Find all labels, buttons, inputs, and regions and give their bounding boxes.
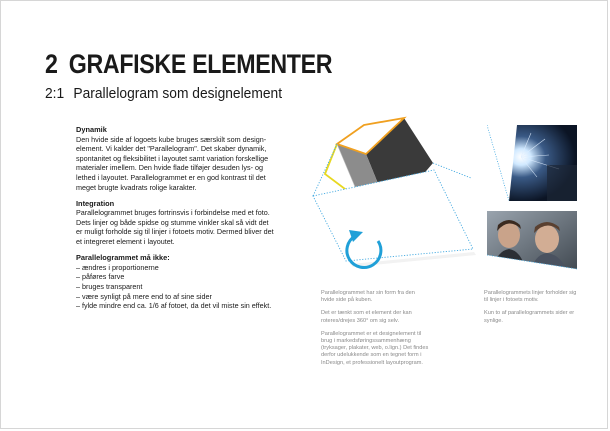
caption-right — [484, 290, 579, 331]
photo-people — [487, 211, 577, 277]
rules-list-item: – bruges transparent — [76, 281, 143, 291]
rules-list-item: – fylde mindre end ca. 1/6 af fotoet, da det vil miste sin effekt. — [76, 301, 272, 311]
body-text-column — [76, 125, 276, 311]
rules-list — [76, 263, 276, 311]
caption-paragraph: Kun to af parallelogrammets sider er synlige. — [484, 310, 575, 324]
cube-illustration — [291, 106, 491, 296]
chapter-number: 2 — [45, 49, 58, 79]
caption-paragraph: Parallelogrammet har sin form fra den hvide side på kuben. — [321, 290, 415, 304]
rules-list-item: – ændres i proportionerne — [76, 262, 159, 272]
caption-middle — [321, 290, 429, 373]
dotted-guide-line — [433, 163, 471, 178]
heading-integration: Integration — [76, 198, 115, 208]
section-number: 2:1 — [45, 85, 65, 102]
rules-list-item: – være synligt på mere end to af sine sider — [76, 291, 212, 301]
paragraph-dynamik: Den hvide side af logoets kube bruges særskilt som designelement. Vi kalder det "Parallelogram". Det skaber dynamik, spontanitet og fleksibilitet i layoutet samt variation forskellige materialer imellem. Den hvide flade tilføjer desuden lys- og lethed i layoutet. Parallelogrammet er en god kontrast til det meget brugte kvadrats rolige karakter. — [76, 134, 269, 192]
section-title — [45, 85, 282, 102]
caption-paragraph: Parallelogrammet er et designelement til brug i markedsføringssammenhæng (tryksager, plakater, web, o.lign.) Det findes derfor udelukkende som en tegnet form i InDesign, et professionelt layoutprogram. — [321, 330, 429, 366]
photo-welding — [487, 125, 577, 201]
heading-dynamik: Dynamik — [76, 125, 107, 134]
welding-image — [487, 125, 577, 201]
chapter-title-text: GRAFISKE ELEMENTER — [68, 49, 333, 79]
rules-list-item: – påføres farve — [76, 272, 125, 282]
caption-paragraph: Parallelogrammets linjer forholder sig til linjer i fotoets motiv. — [484, 290, 577, 304]
caption-paragraph: Det er tænkt som et element der kan roteres/drejes 360° om sig selv. — [321, 310, 412, 324]
heading-maa-ikke: Parallelogrammet må ikke: — [76, 253, 170, 263]
people-image — [487, 211, 577, 277]
paragraph-integration: Parallelogrammet bruges fortrinsvis i forbindelse med et foto. Dets linjer og både spidse og stumme vinkler skal så vidt det er muligt forholde sig til linjer i fotoets motiv. Dermed bliver det et integreret element i layoutet. — [76, 208, 274, 247]
section-title-text: Parallelogram som designelement — [73, 85, 283, 102]
chapter-title — [45, 49, 332, 80]
